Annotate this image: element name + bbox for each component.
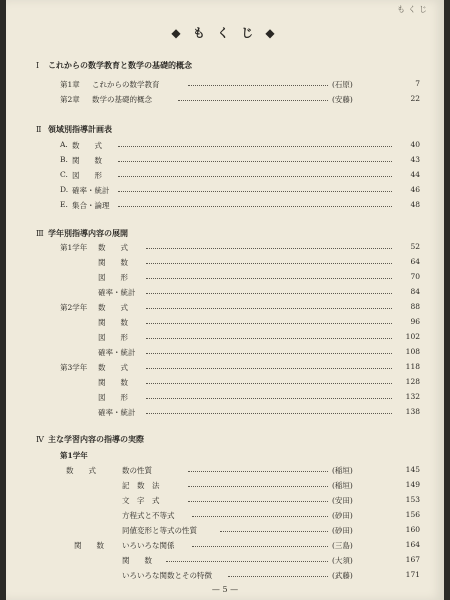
chapter-label: 第2章 (60, 95, 80, 104)
entry-page: 46 (410, 185, 420, 194)
entry-author: (砂田) (332, 526, 353, 535)
entry-title: 集合・論理 (72, 201, 110, 210)
running-head: もくじ (397, 5, 430, 14)
dot-leader (146, 308, 392, 309)
toc-entry (6, 480, 444, 492)
toc-entry (6, 495, 444, 507)
grade-label: 第3学年 (60, 363, 88, 372)
entry-page: 7 (415, 79, 420, 88)
toc-entry (6, 200, 444, 212)
entry-page: 102 (405, 332, 420, 341)
section-number: Ⅲ (36, 229, 44, 238)
section-title: 領域別指導計画表 (48, 124, 112, 134)
entry-title: 数 式 (98, 363, 128, 372)
toc-entry (6, 570, 444, 582)
entry-author: (三島) (332, 541, 353, 550)
entry-page: 108 (405, 347, 420, 356)
dot-leader (146, 383, 392, 384)
dot-leader (188, 501, 328, 502)
grade-label: 第1学年 (60, 243, 88, 252)
toc-entry (6, 525, 444, 537)
entry-letter: D. (60, 185, 69, 194)
toc-entry (6, 272, 444, 284)
field-label: 数 式 (66, 466, 96, 475)
dot-leader (188, 85, 328, 86)
entry-title: 関 数 (122, 556, 152, 565)
section-title: 主な学習内容の指導の実際 (48, 434, 144, 444)
entry-title: 関 数 (98, 378, 128, 387)
entry-title: 図 形 (98, 273, 128, 282)
entry-page: 164 (405, 540, 420, 549)
toc-entry (6, 170, 444, 182)
dot-leader (146, 368, 392, 369)
dot-leader (146, 353, 392, 354)
dot-leader (188, 486, 328, 487)
entry-author: (石原) (332, 80, 353, 89)
toc-entry (6, 257, 444, 269)
dot-leader (178, 100, 328, 101)
entry-title: 関 数 (98, 258, 128, 267)
entry-page: 40 (410, 140, 420, 149)
section-heading (36, 434, 144, 445)
dot-leader (118, 146, 392, 147)
dot-leader (228, 576, 328, 577)
section-title: 学年別指導内容の展開 (48, 228, 128, 238)
dot-leader (118, 191, 392, 192)
entry-author: (稲垣) (332, 466, 353, 475)
toc-entry (6, 392, 444, 404)
entry-page: 44 (410, 170, 420, 179)
entry-title: 同値変形と等式の性質 (122, 526, 197, 535)
entry-title: いろいろな関数とその特徴 (122, 571, 212, 580)
toc-entry (6, 555, 444, 567)
toc-entry (6, 332, 444, 344)
entry-page: 88 (410, 302, 420, 311)
dot-leader (146, 398, 392, 399)
entry-title: 数 式 (72, 141, 102, 150)
dot-leader (188, 471, 328, 472)
toc-entry (6, 242, 444, 254)
entry-page: 145 (405, 465, 420, 474)
entry-page: 128 (405, 377, 420, 386)
toc-entry (6, 94, 444, 106)
entry-title: 方程式と不等式 (122, 511, 175, 520)
toc-entry (6, 510, 444, 522)
entry-letter: B. (60, 155, 68, 164)
entry-page: 138 (405, 407, 420, 416)
section-heading (36, 60, 192, 71)
entry-title: 数 式 (98, 243, 128, 252)
entry-author: (武藤) (332, 571, 353, 580)
toc-entry (6, 407, 444, 419)
entry-page: 84 (410, 287, 420, 296)
entry-title: 数学の基礎的概念 (92, 95, 152, 104)
entry-title: これからの数学教育 (92, 80, 160, 89)
entry-title: 確率・統計 (72, 186, 110, 195)
toc-entry (6, 155, 444, 167)
entry-page: 64 (410, 257, 420, 266)
toc-entry (6, 317, 444, 329)
entry-title: 図 形 (98, 393, 128, 402)
dot-leader (118, 176, 392, 177)
toc-entry (6, 287, 444, 299)
section-heading (36, 228, 128, 239)
entry-page: 52 (410, 242, 420, 251)
entry-author: (安田) (332, 496, 353, 505)
entry-title: 数の性質 (122, 466, 152, 475)
section-number: Ⅰ (36, 61, 40, 70)
toc-entry (6, 377, 444, 389)
entry-letter: E. (60, 200, 68, 209)
entry-page: 22 (410, 94, 420, 103)
entry-title: 図 形 (72, 171, 102, 180)
entry-page: 167 (405, 555, 420, 564)
dot-leader (146, 413, 392, 414)
toc-entry (6, 79, 444, 91)
section-heading (36, 124, 112, 135)
dot-leader (166, 561, 328, 562)
entry-letter: C. (60, 170, 68, 179)
entry-title: 関 数 (98, 318, 128, 327)
entry-page: 70 (410, 272, 420, 281)
toc-entry (6, 185, 444, 197)
entry-page: 43 (410, 155, 420, 164)
page-number-footer: — 5 — (211, 585, 239, 594)
dot-leader (146, 278, 392, 279)
toc-entry (6, 302, 444, 314)
entry-page: 132 (405, 392, 420, 401)
dot-leader (146, 263, 392, 264)
entry-title: 記 数 法 (122, 481, 160, 490)
document-page (6, 0, 444, 600)
entry-page: 149 (405, 480, 420, 489)
entry-page: 153 (405, 495, 420, 504)
dot-leader (146, 248, 392, 249)
dot-leader (146, 293, 392, 294)
dot-leader (146, 323, 392, 324)
dot-leader (220, 531, 328, 532)
entry-title: 図 形 (98, 333, 128, 342)
entry-author: (安藤) (332, 95, 353, 104)
entry-author: (大須) (332, 556, 353, 565)
entry-title: 関 数 (72, 156, 102, 165)
entry-title: 確率・統計 (98, 288, 136, 297)
grade-subheading: 第1学年 (60, 451, 88, 460)
toc-entry (6, 465, 444, 477)
section-title: これからの数学教育と数学の基礎的概念 (48, 60, 192, 70)
entry-title: 確率・統計 (98, 348, 136, 357)
entry-page: 160 (405, 525, 420, 534)
dot-leader (118, 161, 392, 162)
entry-title: 数 式 (98, 303, 128, 312)
grade-label: 第2学年 (60, 303, 88, 312)
entry-title: 文 字 式 (122, 496, 160, 505)
toc-entry (6, 140, 444, 152)
section-number: Ⅳ (36, 435, 44, 444)
entry-page: 171 (405, 570, 420, 579)
entry-page: 156 (405, 510, 420, 519)
entry-title: いろいろな関係 (122, 541, 175, 550)
toc-entry (6, 540, 444, 552)
entry-letter: A. (60, 140, 68, 149)
page-title: ◆ も く じ ◆ (171, 26, 279, 40)
dot-leader (192, 516, 328, 517)
entry-author: (稲垣) (332, 481, 353, 490)
dot-leader (192, 546, 328, 547)
toc-entry (6, 362, 444, 374)
dot-leader (118, 206, 392, 207)
entry-page: 96 (410, 317, 420, 326)
dot-leader (146, 338, 392, 339)
section-number: Ⅱ (36, 125, 42, 134)
chapter-label: 第1章 (60, 80, 80, 89)
entry-author: (砂田) (332, 511, 353, 520)
field-label: 関 数 (74, 541, 104, 550)
toc-entry (6, 347, 444, 359)
entry-page: 118 (405, 362, 420, 371)
entry-page: 48 (410, 200, 420, 209)
entry-title: 確率・統計 (98, 408, 136, 417)
